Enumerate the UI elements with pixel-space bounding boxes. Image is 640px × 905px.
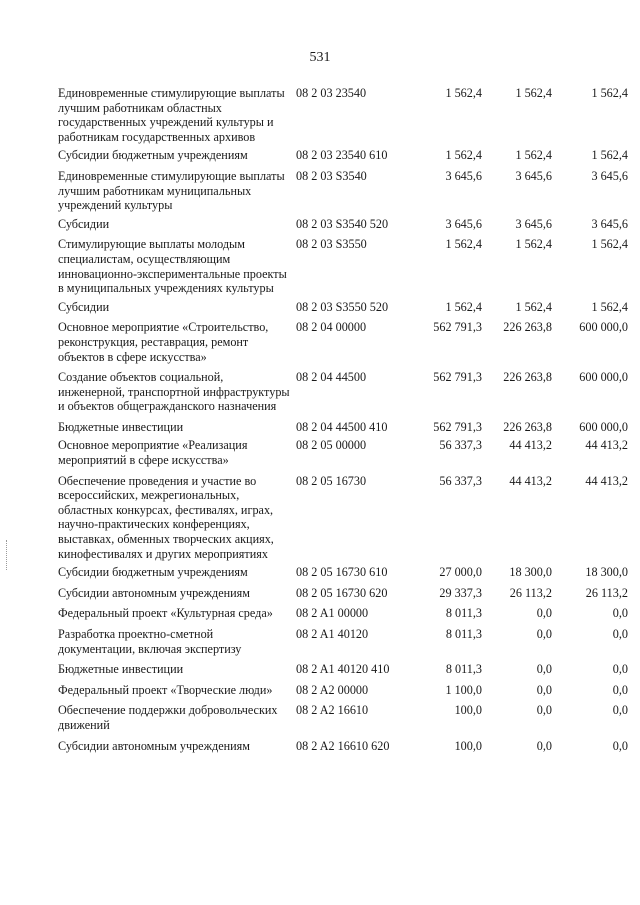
row-code-cell: 08 2 A2 16610 620 [296, 738, 390, 753]
row-name-cell: Обеспечение поддержки добровольческих движений [58, 703, 278, 732]
budget-table-body [58, 86, 628, 753]
row-code-cell: 08 2 04 44500 [296, 370, 367, 385]
row-value-3-cell: 0,0 [612, 703, 628, 718]
budget-table [58, 86, 628, 753]
row-value-1-cell: 29 337,3 [439, 585, 482, 600]
row-code-cell: 08 2 03 S3540 [296, 168, 367, 183]
row-value-2-cell: 26 113,2 [509, 585, 552, 600]
row-name-cell: Федеральный проект «Культурная среда» [58, 606, 273, 621]
row-name-cell: Единовременные стимулирующие выплаты лучшим работникам областных государственных учреждений культуры и работникам государственных архивов [58, 86, 285, 144]
row-value-1-cell: 8 011,3 [445, 662, 482, 677]
row-value-2-cell: 44 413,2 [509, 438, 552, 453]
row-code-cell: 08 2 A1 40120 [296, 627, 369, 641]
row-value-1-cell: 1 100,0 [445, 682, 482, 697]
table-row [58, 169, 628, 217]
row-value-3-cell: 600 000,0 [579, 320, 628, 335]
row-value-3-cell: 3 645,6 [591, 168, 628, 183]
row-value-1-cell: 562 791,3 [433, 370, 482, 385]
row-value-2-cell: 1 562,4 [515, 86, 552, 100]
row-value-3-cell: 0,0 [612, 627, 628, 641]
row-value-1-cell: 56 337,3 [439, 438, 482, 453]
table-row [58, 627, 628, 662]
table-row [58, 606, 628, 627]
row-name-cell: Основное мероприятие «Реализация мероприятий в сфере искусства» [58, 438, 248, 468]
row-value-2-cell: 1 562,4 [515, 237, 552, 252]
row-value-2-cell: 226 263,8 [503, 320, 552, 335]
row-value-1-cell: 100,0 [454, 703, 482, 718]
row-value-1-cell: 8 011,3 [445, 606, 482, 621]
row-name-cell: Единовременные стимулирующие выплаты лучшим работникам муниципальных учреждений культуры [58, 168, 285, 213]
row-value-1-cell: 27 000,0 [439, 565, 482, 580]
row-value-2-cell: 0,0 [536, 703, 552, 718]
row-value-1-cell: 56 337,3 [439, 473, 482, 488]
row-value-3-cell: 44 413,2 [585, 473, 628, 488]
row-value-2-cell: 226 263,8 [503, 419, 552, 434]
row-code-cell: 08 2 03 23540 610 [296, 148, 388, 163]
row-value-2-cell: 0,0 [536, 682, 552, 697]
table-row [58, 438, 628, 473]
table-row [58, 300, 628, 321]
row-name-cell: Субсидии автономным учреждениям [58, 585, 250, 600]
row-value-1-cell: 100,0 [454, 738, 482, 753]
row-name-cell: Основное мероприятие «Строительство, реконструкция, реставрация, ремонт объектов в сфере искусства» [58, 320, 269, 364]
row-name-cell: Бюджетные инвестиции [58, 662, 184, 677]
table-row [58, 420, 628, 439]
table-row [58, 565, 628, 586]
row-value-2-cell: 44 413,2 [509, 473, 552, 488]
table-row [58, 703, 628, 738]
row-value-2-cell: 0,0 [536, 606, 552, 621]
row-code-cell: 08 2 03 S3540 520 [296, 216, 389, 231]
table-row [58, 148, 628, 169]
row-value-2-cell: 1 562,4 [515, 299, 552, 314]
row-code-cell: 08 2 04 00000 [296, 320, 367, 335]
row-value-3-cell: 1 562,4 [591, 237, 628, 252]
row-code-cell: 08 2 05 16730 620 [296, 585, 388, 600]
table-row [58, 370, 628, 420]
row-name-cell: Создание объектов социальной, инженерной, транспортной инфраструктуры и объектов общегражданского назначения [58, 370, 290, 414]
margin-mark [6, 540, 9, 570]
table-row [58, 739, 628, 754]
row-value-3-cell: 3 645,6 [591, 216, 628, 231]
row-value-3-cell: 44 413,2 [585, 438, 628, 453]
row-name-cell: Субсидии бюджетным учреждениям [58, 565, 248, 580]
table-row [58, 217, 628, 238]
row-value-3-cell: 18 300,0 [585, 565, 628, 580]
row-value-3-cell: 1 562,4 [591, 86, 628, 100]
row-value-2-cell: 18 300,0 [509, 565, 552, 580]
row-code-cell: 08 2 A2 00000 [296, 682, 369, 697]
row-value-2-cell: 0,0 [536, 662, 552, 677]
row-name-cell: Субсидии автономным учреждениям [58, 738, 250, 753]
table-row [58, 662, 628, 683]
row-code-cell: 08 2 05 16730 610 [296, 565, 388, 580]
row-name-cell: Субсидии [58, 299, 110, 314]
row-value-1-cell: 8 011,3 [445, 627, 482, 641]
row-value-3-cell: 0,0 [612, 682, 628, 697]
row-code-cell: 08 2 03 S3550 [296, 237, 367, 252]
row-name-cell: Субсидии бюджетным учреждениям [58, 148, 248, 163]
row-code-cell: 08 2 05 00000 [296, 438, 367, 453]
row-code-cell: 08 2 A1 40120 410 [296, 662, 390, 677]
row-value-3-cell: 1 562,4 [591, 148, 628, 163]
row-name-cell: Разработка проектно-сметной документации, включая экспертизу [58, 627, 242, 656]
row-value-3-cell: 600 000,0 [579, 419, 628, 434]
table-row [58, 474, 628, 566]
row-code-cell: 08 2 03 S3550 520 [296, 299, 389, 314]
row-value-1-cell: 1 562,4 [445, 299, 482, 314]
table-row [58, 86, 628, 148]
row-code-cell: 08 2 05 16730 [296, 473, 367, 488]
row-value-3-cell: 26 113,2 [585, 585, 628, 600]
row-name-cell: Обеспечение проведения и участие во всероссийских, межрегиональных, областных конкурсах, фестивалях, играх, научно-практических конференциях, выставках, обменных творческих акциях, кинофестивалях и других мероприятиях [58, 473, 274, 561]
row-code-cell: 08 2 A1 00000 [296, 606, 369, 621]
row-value-1-cell: 3 645,6 [445, 216, 482, 231]
row-value-2-cell: 3 645,6 [515, 216, 552, 231]
row-value-2-cell: 0,0 [536, 627, 552, 641]
row-value-1-cell: 1 562,4 [445, 148, 482, 163]
row-value-1-cell: 1 562,4 [445, 86, 482, 100]
table-row [58, 683, 628, 704]
row-code-cell: 08 2 03 23540 [296, 86, 367, 100]
row-name-cell: Бюджетные инвестиции [58, 419, 184, 434]
row-value-3-cell: 1 562,4 [591, 299, 628, 314]
row-value-2-cell: 0,0 [536, 738, 552, 753]
row-name-cell: Субсидии [58, 216, 110, 231]
table-row [58, 320, 628, 370]
row-value-3-cell: 0,0 [612, 738, 628, 753]
table-row [58, 586, 628, 607]
row-value-1-cell: 3 645,6 [445, 168, 482, 183]
row-value-2-cell: 3 645,6 [515, 168, 552, 183]
row-value-2-cell: 1 562,4 [515, 148, 552, 163]
row-value-2-cell: 226 263,8 [503, 370, 552, 385]
row-code-cell: 08 2 A2 16610 [296, 703, 369, 718]
row-value-3-cell: 0,0 [612, 606, 628, 621]
row-name-cell: Федеральный проект «Творческие люди» [58, 682, 273, 697]
row-value-1-cell: 1 562,4 [445, 237, 482, 252]
table-row [58, 237, 628, 299]
row-value-1-cell: 562 791,3 [433, 419, 482, 434]
page-number: 531 [309, 50, 331, 65]
row-value-3-cell: 600 000,0 [579, 370, 628, 385]
row-value-3-cell: 0,0 [612, 662, 628, 677]
row-value-1-cell: 562 791,3 [433, 320, 482, 335]
row-code-cell: 08 2 04 44500 410 [296, 419, 388, 434]
row-name-cell: Стимулирующие выплаты молодым специалистам, осуществляющим инновационно-экспериментальные проекты в муниципальных учреждениях культуры [58, 237, 287, 296]
